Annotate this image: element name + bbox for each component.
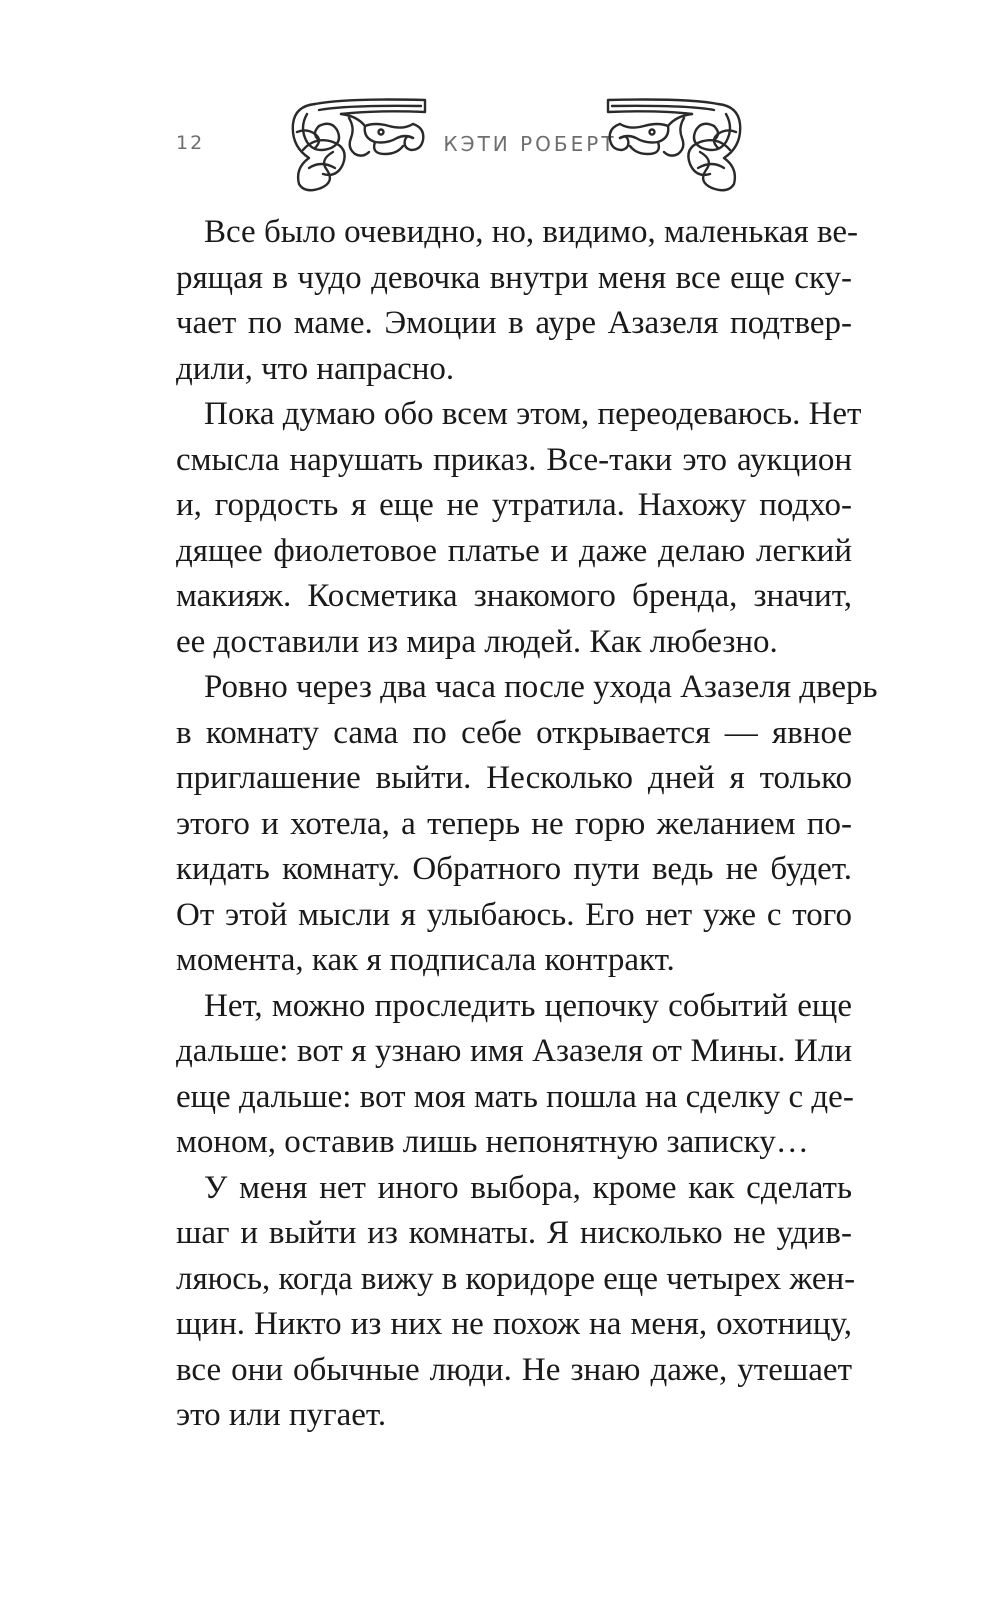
text-line: Пока думаю обо всем этом, переодеваюсь. Нет	[204, 396, 862, 432]
celtic-dragon-ornament-icon	[285, 88, 435, 196]
text-line: макияж. Косметика знакомого бренда, значит,	[176, 578, 852, 614]
running-title-author: КЭТИ РОБЕРТ	[443, 132, 617, 156]
running-header	[0, 88, 1000, 208]
text-line: дящее фиолетовое платье и даже делаю легкий	[176, 532, 852, 569]
text-line: щин. Никто из них не похож на меня, охотницу,	[176, 1306, 852, 1342]
text-line: шаг и выйти из комнаты. Я нисколько не удив-	[176, 1215, 852, 1251]
paragraph	[176, 665, 878, 984]
text-line: У меня нет иного выбора, кроме как сделать	[204, 1169, 852, 1206]
text-line: ее доставили из мира людей. Как любезно.	[176, 623, 778, 660]
text-line: моном, оставив лишь непонятную записку…	[176, 1124, 809, 1160]
text-line: приглашение выйти. Несколько дней я только	[176, 760, 852, 796]
paragraph	[176, 1166, 856, 1439]
text-line: чает по маме. Эмоции в ауре Азазеля подтвер-	[176, 305, 852, 341]
text-line: Все было очевидно, но, видимо, маленькая ве-	[204, 214, 859, 250]
text-line: дили, что напрасно.	[176, 350, 455, 387]
text-line: этого и хотела, а теперь не горю желанием по-	[176, 805, 852, 842]
text-line: еще дальше: вот моя мать пошла на сделку с де-	[176, 1078, 854, 1115]
text-line: момента, как я подписала контракт.	[176, 942, 675, 978]
page-number: 12	[176, 132, 205, 154]
text-line: дальше: вот я узнаю имя Азазеля от Мины. Или	[176, 1033, 852, 1069]
body-text	[176, 210, 878, 1439]
text-line: все они обычные люди. Не знаю даже, утешает	[176, 1351, 852, 1388]
text-line: это или пугает.	[176, 1397, 387, 1433]
text-line: Нет, можно проследить цепочку событий еще	[204, 987, 852, 1024]
paragraph	[176, 210, 859, 392]
paragraph	[176, 392, 862, 665]
text-line: кидать комнату. Обратного пути ведь не будет.	[176, 851, 852, 887]
text-line: в комнату сама по себе открывается — явное	[176, 714, 852, 751]
celtic-dragon-ornament-icon	[598, 88, 748, 196]
text-line: смысла нарушать приказ. Все-таки это аукцион	[176, 441, 852, 478]
text-line: рящая в чудо девочка внутри меня все еще ску-	[176, 259, 852, 296]
text-line: ляюсь, когда вижу в коридоре еще четырех жен-	[176, 1260, 856, 1297]
text-line: От этой мысли я улыбаюсь. Его нет уже с того	[176, 896, 852, 933]
text-line: и, гордость я еще не утратила. Нахожу подхо-	[176, 487, 852, 523]
paragraph	[176, 984, 852, 1166]
text-line: Ровно через два часа после ухода Азазеля дверь	[204, 669, 878, 705]
